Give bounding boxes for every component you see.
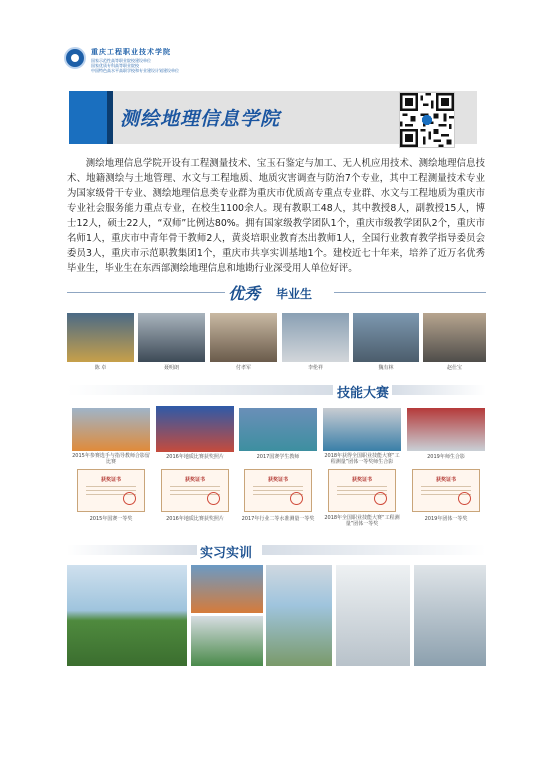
award-certificate: [77, 469, 145, 512]
graduate-photo: [353, 313, 419, 362]
competition-photo: [323, 408, 401, 451]
competition-photo: [156, 406, 234, 452]
training-header-bar-right: [262, 545, 486, 555]
graduate-photo: [282, 313, 349, 362]
banner-accent-dark: [107, 91, 113, 144]
page-title: 测绘地理信息学院: [120, 108, 281, 130]
graduate-name: 魏有林: [378, 365, 394, 371]
skills-header-bar-right: [392, 385, 486, 395]
skills-header-bar: [67, 385, 333, 395]
graduate-name: 陈 卓: [94, 365, 107, 371]
skills-title: 技能大赛: [337, 386, 390, 401]
graduate-name: 李伦祥: [307, 365, 323, 371]
seal-icon: [374, 492, 387, 505]
training-photo: [336, 565, 410, 666]
section-divider-right: [334, 292, 486, 293]
seal-icon: [207, 492, 220, 505]
seal-icon: [123, 492, 136, 505]
photo-caption: 2018年获得全国职业技能大赛“工程测量”团体一等奖师生合影: [324, 453, 400, 465]
section-divider-left: [67, 292, 225, 293]
graduate-name: 聂明朗: [163, 365, 179, 371]
award-certificate: [328, 469, 396, 512]
certificate-heading: 获奖证书: [267, 477, 288, 483]
banner-accent: [69, 91, 107, 144]
certificate-heading: 获奖证书: [351, 477, 372, 483]
award-certificate: [161, 469, 229, 512]
photo-caption: 2019年师生合影: [427, 454, 465, 460]
photo-caption: 2017国赛学生教师: [256, 454, 300, 460]
intro-paragraph: 测绘地理信息学院开设有工程测量技术、宝玉石鉴定与加工、无人机应用技术、测绘地理信息技术、地籍测绘与土地管理、水文与工程地质、地质灾害调查与防治7个专业，其中工程测量技术专业为国家级骨干专业、测绘地理信息类专业群为重庆市优质高专重点专业群、水文与工程地质为重庆市专业社会服务能力重点专业，在校生1100余人。现有教职工48人，其中教授8人，副教授15人，博士12人，硕士22人，“双师”比例达80%。拥有国家级教学团队1个，重庆市级教学团队2个，重庆市名师1人，重庆市中青年骨干教师2人，黄炎培职业教育杰出教师1人，全国行业教育教学指导委员会委员3人，重庆市示范职教集团1个，重庆市共享实训基地1个。建校近七十年来，培养了近万名优秀毕业生，毕业生在东西部测绘地理信息和地勘行业深受用人单位好评。: [67, 158, 485, 274]
qr-code-icon: [399, 92, 455, 148]
training-photo: [67, 565, 187, 666]
school-logo-icon: [64, 47, 86, 69]
graduate-photo: [138, 313, 205, 362]
training-photo: [414, 565, 486, 666]
certificate-caption: 2018年全国职业技能大赛“工程测量”团体一等奖: [324, 515, 400, 527]
graduate-photo: [423, 313, 486, 362]
training-photo: [266, 565, 332, 666]
certificate-heading: 获奖证书: [184, 477, 205, 483]
competition-photo: [407, 408, 485, 451]
school-subtitle-1: 国家示范性高等职业院校建设单位: [91, 58, 151, 63]
seal-icon: [458, 492, 471, 505]
training-photo: [191, 616, 263, 666]
school-subtitle-3: 中国特色高水平高职学校和专业建设计划建设单位: [91, 68, 179, 73]
graduates-label: 优秀: [228, 284, 261, 303]
award-certificate: [412, 469, 480, 512]
certificate-caption: 2016年地质比赛获奖照片: [166, 516, 224, 522]
graduate-name: 付孝军: [235, 365, 251, 371]
graduate-photo: [67, 313, 134, 362]
certificate-caption: 2019年团体一等奖: [424, 516, 468, 522]
competition-photo: [239, 408, 317, 451]
certificate-heading: 获奖证书: [100, 477, 121, 483]
competition-photo: [72, 408, 150, 451]
photo-caption: 2015年参赛选手与指导教师合影留比赛: [72, 453, 150, 465]
seal-icon: [290, 492, 303, 505]
school-subtitle-2: 国家优质专科高等职业院校: [91, 63, 139, 68]
graduate-photo: [210, 313, 277, 362]
award-certificate: [244, 469, 312, 512]
graduate-name: 赵仕宝: [446, 365, 462, 371]
photo-caption: 2016年地质比赛获奖照片: [166, 454, 224, 460]
certificate-caption: 2015年国赛一等奖: [89, 516, 133, 522]
training-title: 实习实训: [200, 546, 253, 561]
graduates-sublabel: 毕业生: [276, 287, 313, 301]
training-photo: [191, 565, 263, 613]
certificate-heading: 获奖证书: [435, 477, 456, 483]
school-name: 重庆工程职业技术学院: [91, 48, 171, 56]
certificate-caption: 2017年行业二等水准测量一等奖: [241, 516, 315, 522]
training-header-bar: [67, 545, 197, 555]
